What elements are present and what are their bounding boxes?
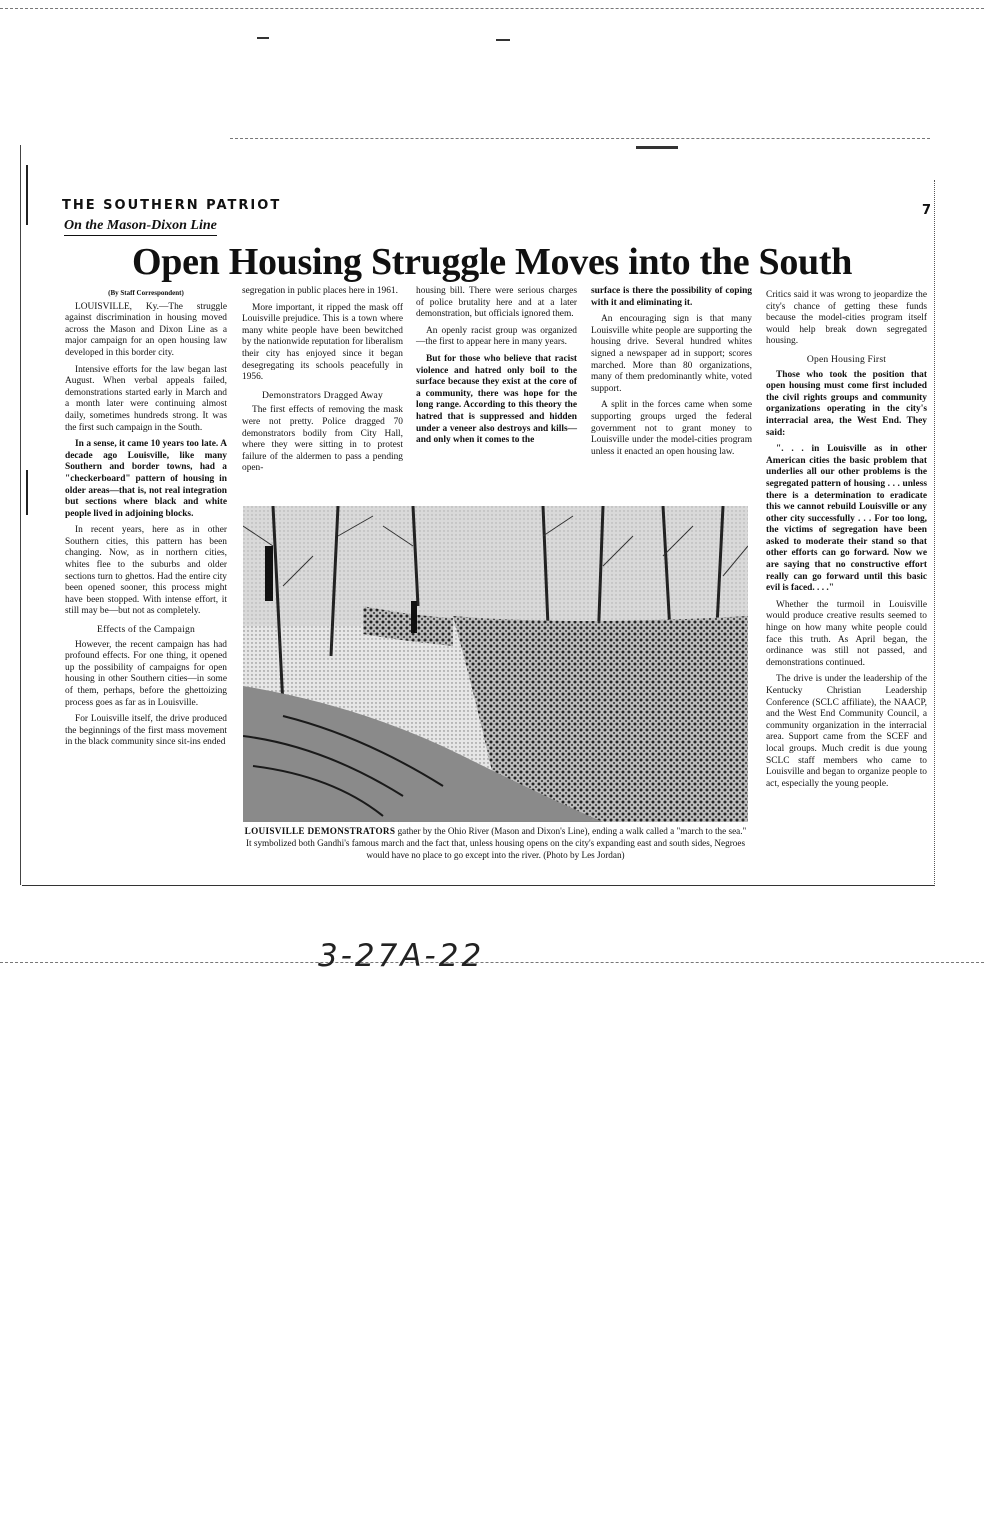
paragraph: Critics said it was wrong to jeopardize the city's chance of getting these funds because the model-cities program itself would help break down segregated housing.: [766, 290, 927, 347]
photo-caption: [243, 825, 748, 861]
subheading: Effects of the Campaign: [97, 624, 195, 636]
scan-speck: [496, 39, 510, 41]
paragraph: An openly racist group was organized—the first to appear here in many years.: [416, 325, 577, 348]
scan-rule-upper: [230, 138, 930, 139]
scan-speck: [636, 146, 678, 149]
article-column-1: [65, 288, 227, 754]
article-column-4: [591, 286, 752, 463]
article-column-2: [242, 286, 403, 480]
paragraph: In recent years, here as in other Southern cities, this pattern has been changing. Now, as in northern cities, whites flee to the suburbs and older sections turn to ghettos. Had the entire city been opened sooner, this process might have been stopped. With intense effort, it still may be—but not as completely.: [65, 525, 227, 617]
scan-top-edge: [0, 8, 984, 9]
paper-name: THE SOUTHERN PATRIOT: [62, 198, 282, 213]
paragraph: The drive is under the leadership of the Kentucky Christian Leadership Conference (SCLC affiliate), the NAACP, and the West End Community Council, a community organization in the interracial area. Support came from the SCEF and local groups. Much credit is due young SCLC staff members who came to Louisville and began to organize people to act, especially the young people.: [766, 674, 927, 789]
clipping-left-edge: [20, 145, 21, 885]
paragraph: But for those who believe that racist violence and hatred only boil to the surface because they exist at the core of a community, there was hope for the long range. According to this theory the hatred that is suppressed and hidden under a veneer also destroys and kills—and only when it comes to the: [416, 353, 577, 446]
paragraph: Those who took the position that open housing must come first included the civil rights groups and community organizations operating in the city's interracial area, the West End. They said:: [766, 369, 927, 438]
byline: (By Staff Correspondent): [108, 289, 184, 297]
paragraph: LOUISVILLE, Ky.—The struggle against discrimination in housing moved across the Mason and Dixon Line as a major campaign for an open housing law developed in this border city.: [65, 301, 227, 358]
paragraph: However, the recent campaign has had profound effects. For one thing, it opened up the possibility of campaigns for open housing in other Southern cities—in some of them, perhaps, before the ghettoizing process goes as far as in Louisville.: [65, 639, 227, 708]
headline: Open Housing Struggle Moves into the South: [132, 241, 853, 283]
article-column-5: [766, 290, 927, 795]
scan-speck: [257, 37, 269, 39]
quote-paragraph: ". . . in Louisville as in other American cities the basic problem that underlies all our other problems is the segregated pattern of housing . . . unless there is a determination to eradicate this we cannot rebuild Louisville or any other city successfully . . . For too long, the victims of segregation have been asked to moderate their stand so that other efforts can go forward. Now we are saying that no constructive effort really can go forward until this basic evil is faced. . . .": [766, 444, 927, 594]
paragraph: housing bill. There were serious charges of police brutality here and at a later demonstration, but officials ignored them.: [416, 286, 577, 320]
demonstration-photo: [243, 506, 748, 822]
paragraph: surface is there the possibility of coping with it and eliminating it.: [591, 286, 752, 308]
subheading: Demonstrators Dragged Away: [261, 389, 383, 401]
paragraph: For Louisville itself, the drive produced the beginnings of the first mass movement in the black community since sit-ins ended: [65, 714, 227, 748]
paragraph: segregation in public places here in 1961.: [242, 286, 398, 296]
scan-rule-lower: [0, 962, 984, 963]
paragraph: A split in the forces came when some supporting groups urged the federal government not to grant money to Louisville under the model-cities program unless it enacted an open housing law.: [591, 400, 752, 457]
caption-lead: LOUISVILLE DEMONSTRATORS: [244, 826, 396, 836]
handwritten-file-number: 3-27A-22: [318, 938, 485, 974]
paragraph: An encouraging sign is that many Louisville white people are supporting the housing drive. Several hundred whites signed a newspaper ad in support; scores marched. More than 80 organizations, many of them predominantly white, voted support.: [591, 314, 752, 394]
section-title: On the Mason-Dixon Line: [64, 218, 217, 236]
page-number: 7: [922, 203, 932, 218]
paragraph: Whether the turmoil in Louisville would produce creative results seemed to hinge on how many white people could face this truth. As April began, the ordinance was still not passed, and demonstrations continued.: [766, 599, 927, 668]
subheading: Open Housing First: [806, 353, 887, 365]
article-column-3: [416, 286, 577, 452]
paragraph: More important, it ripped the mask off Louisville prejudice. This is a town where many white people have been bewitched by the nationwide reputation for liberalism their city has enjoyed since it began desegregating its schools peacefully in 1956.: [242, 302, 403, 383]
caption-text: gather by the Ohio River (Mason and Dixon's Line), ending a walk called a "march to the sea." It symbolized both Gandhi's famous march and the fact that, unless housing opens on the city's expanding east and south sides, Negroes would have no place to go except into the river. (Photo by Les Jordan): [245, 826, 747, 860]
paragraph: The first effects of removing the mask were not pretty. Police dragged 70 demonstrators bodily from City Hall, where they were sitting in to protest failure of the aldermen to pass a pending open-: [242, 405, 403, 474]
paragraph: Intensive efforts for the law began last August. When verbal appeals failed, demonstrations started early in March and a month later were continuing almost daily, sometimes hundreds strong. It was the first such campaign in the South.: [65, 364, 227, 433]
paragraph: In a sense, it came 10 years too late. A decade ago Louisville, like many Southern and border towns, had a "checkerboard" pattern of housing in older areas—that is, not real integration but sections where black and white people lived in adjoining blocks.: [65, 439, 227, 519]
